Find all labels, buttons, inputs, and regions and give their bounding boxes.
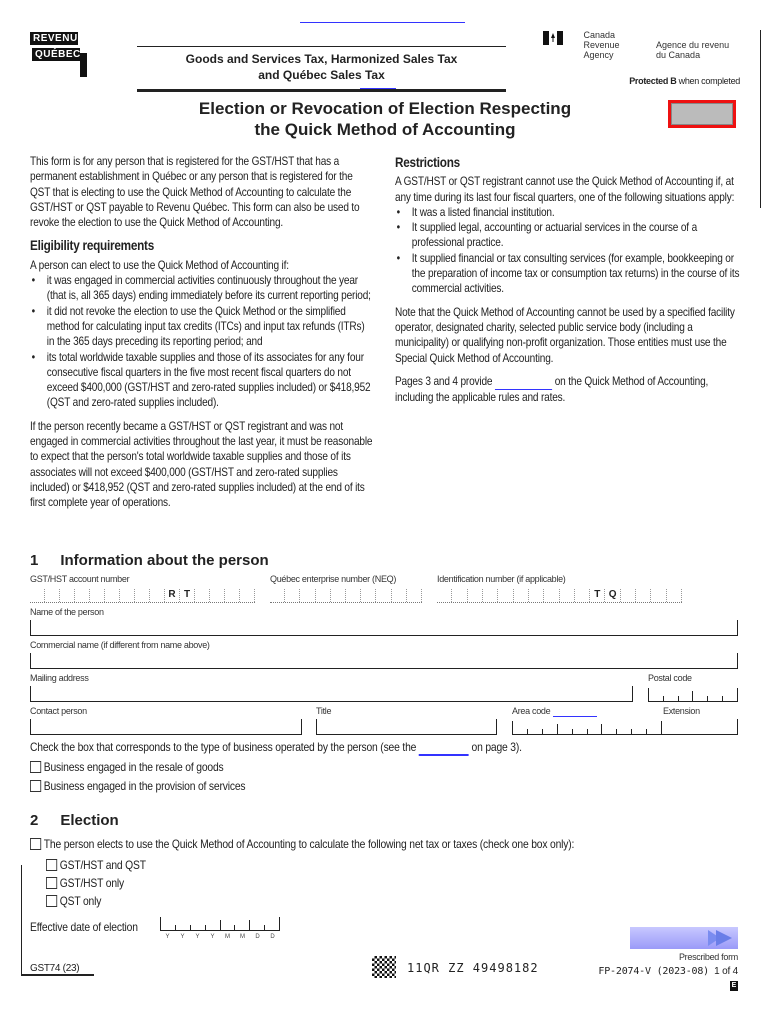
checkbox[interactable]	[30, 761, 41, 773]
page-title: Election or Revocation of Election Respecting the Quick Method of Accounting	[198, 99, 572, 139]
option-gst-hst-only[interactable]: GST/HST only	[46, 876, 124, 890]
contact-label: Contact person	[30, 706, 87, 716]
neq-input[interactable]	[270, 589, 422, 603]
option-services[interactable]: Business engaged in the provision of services	[30, 779, 245, 793]
area-code-label: Area code	[512, 706, 551, 716]
business-type-instruction: Check the box that corresponds to the type of business operated by the person (see the on page 3).	[30, 740, 522, 754]
gst-account-input[interactable]: R T	[30, 589, 255, 603]
extension-label: Extension	[663, 706, 700, 716]
cra-en-1: Canada Revenue	[583, 30, 620, 50]
header-line2: and Québec Sales Tax	[258, 68, 385, 82]
intro-text: This form is for any person that is registered for the GST/HST that has a permanent establishment in Québec or any person that is registered for the QST that is electing to use the Quick Method of Accounting to calculate the GST/HST or QST payable to Revenu Québec. This form can also be used to revoke the election to use the Quick Method of Accounting.	[30, 154, 360, 230]
title-input[interactable]	[316, 719, 497, 735]
restriction-item: • It supplied legal, accounting or actuarial services in the course of a professional practice.	[395, 220, 739, 251]
option-qst-only[interactable]: QST only	[46, 894, 101, 908]
cra-fr-1: Agence du revenu	[656, 40, 730, 50]
next-arrow-icon	[706, 929, 734, 947]
prescribed-form: Prescribed form	[678, 952, 738, 962]
postal-code-input[interactable]	[648, 688, 738, 702]
option-gst-hst-and-qst[interactable]: GST/HST and QST	[46, 858, 146, 872]
cra-logo	[543, 30, 729, 60]
checkbox[interactable]	[30, 780, 41, 792]
recent-registrant-text: If the person recently became a GST/HST or QST registrant and was not engaged in commercial activities throughout the last year, it must be reasonable to expect that the person's total worldwide taxable supplies and those of its associates will not exceed $400,000 (GST/HST and zero-rated supplies included) or $418,952 (QST and zero-rated supplies included) at the end of its first complete year of operations.	[30, 418, 373, 510]
language-badge: E	[731, 982, 737, 989]
restriction-item: • It was a listed financial institution.	[395, 205, 739, 220]
effective-date-label: Effective date of election	[30, 920, 138, 934]
pages-link[interactable]	[495, 374, 552, 390]
section2-heading: 2 Election	[30, 812, 119, 829]
name-label: Name of the person	[30, 607, 104, 617]
area-code-link[interactable]	[553, 716, 597, 717]
pages-info: Pages 3 and 4 provide on the Quick Method of Accounting, including the applicable rules and rates.	[395, 373, 709, 405]
id-number-input[interactable]: T Q	[437, 589, 682, 603]
postal-label: Postal code	[648, 673, 692, 683]
eligibility-item: • it did not revoke the election to use the Quick Method or the simplified method for calculating input tax credits (ITCs) and input tax refunds (ITRs) in the 365 days preceding its reporting period; and	[30, 304, 374, 350]
date-format: Y Y Y Y M M D D	[165, 934, 275, 940]
checkbox[interactable]	[46, 895, 57, 907]
name-input[interactable]	[30, 620, 738, 636]
phone-input[interactable]	[512, 721, 662, 735]
right-rule	[760, 30, 761, 208]
commercial-name-input[interactable]	[30, 653, 738, 669]
print-button[interactable]	[668, 100, 736, 128]
business-type-link[interactable]	[419, 740, 469, 756]
form-header	[137, 46, 506, 92]
eligibility-item: • its total worldwide taxable supplies and those of its associates for any four consecutive fiscal quarters in the five most recent fiscal quarters do not exceed $400,000 (GST/HST and zero-rated supplies included) or $418,952 (QST and zero-rated supplies included).	[30, 350, 374, 411]
eligibility-heading: Eligibility requirements	[30, 237, 155, 254]
revenu-quebec-logo	[30, 32, 87, 77]
mailing-address-input[interactable]	[30, 686, 633, 702]
restriction-item: • It supplied financial or tax consulting services (for example, bookkeeping or the preparation of income tax or consumption tax returns) in the course of its commercial activities.	[395, 251, 739, 297]
header-line1: Goods and Services Tax, Harmonized Sales Tax	[185, 52, 458, 66]
form-code: GST74 (23)	[30, 963, 80, 974]
fleur-de-lis-icon	[80, 53, 87, 77]
bracket-line	[21, 865, 22, 975]
link-underline[interactable]	[360, 88, 396, 89]
checkbox[interactable]	[30, 838, 41, 850]
cra-fr-2: du Canada	[656, 50, 701, 60]
contact-person-input[interactable]	[30, 719, 302, 735]
extension-input[interactable]	[662, 719, 738, 735]
mailing-label: Mailing address	[30, 673, 89, 683]
restrictions-heading: Restrictions	[395, 154, 460, 170]
protected-b: Protected B when completed	[629, 76, 740, 86]
gst-label: GST/HST account number	[30, 574, 130, 584]
barcode	[372, 956, 396, 978]
logo-line2: QUÉBEC	[32, 48, 80, 61]
right-column	[395, 151, 739, 413]
neq-label: Québec enterprise number (NEQ)	[270, 574, 397, 584]
title-label: Title	[316, 706, 332, 716]
link-underline[interactable]	[300, 22, 465, 23]
checkbox[interactable]	[46, 859, 57, 871]
bracket-line	[21, 974, 94, 976]
barcode-text: 11QR ZZ 49498182	[407, 961, 539, 975]
id-label: Identification number (if applicable)	[437, 574, 566, 584]
eligibility-item: • it was engaged in commercial activities continuously throughout the year (that is, all 365 days) ending immediately before its current reporting period;	[30, 273, 374, 304]
form-number: FP-2074-V (2023-08) 1 of 4	[598, 966, 738, 977]
restrictions-intro: A GST/HST or QST registrant cannot use the Quick Method of Accounting if, at any time during its last four fiscal quarters, one of the following situations apply:	[395, 174, 735, 204]
effective-date-input[interactable]	[160, 917, 280, 931]
left-column	[30, 154, 374, 519]
special-note: Note that the Quick Method of Accounting cannot be used by a specified facility operator, designated charity, selected public service body (including a municipality) or qualifying non-profit organization. Those entities must use the Special Quick Method of Accounting.	[395, 304, 735, 365]
eligibility-intro: A person can elect to use the Quick Method of Accounting if:	[30, 257, 289, 272]
cra-en-2: Agency	[583, 50, 614, 60]
commercial-label: Commercial name (if different from name above)	[30, 640, 210, 650]
section1-heading: 1 Information about the person	[30, 552, 269, 569]
next-page-button[interactable]	[630, 927, 738, 949]
checkbox[interactable]	[46, 877, 57, 889]
logo-line1: REVENU	[30, 32, 78, 45]
option-goods[interactable]: Business engaged in the resale of goods	[30, 760, 224, 774]
canada-flag-icon	[543, 30, 575, 46]
elect-option[interactable]: The person elects to use the Quick Method of Accounting to calculate the following net tax or taxes (check one box only):	[30, 837, 574, 851]
